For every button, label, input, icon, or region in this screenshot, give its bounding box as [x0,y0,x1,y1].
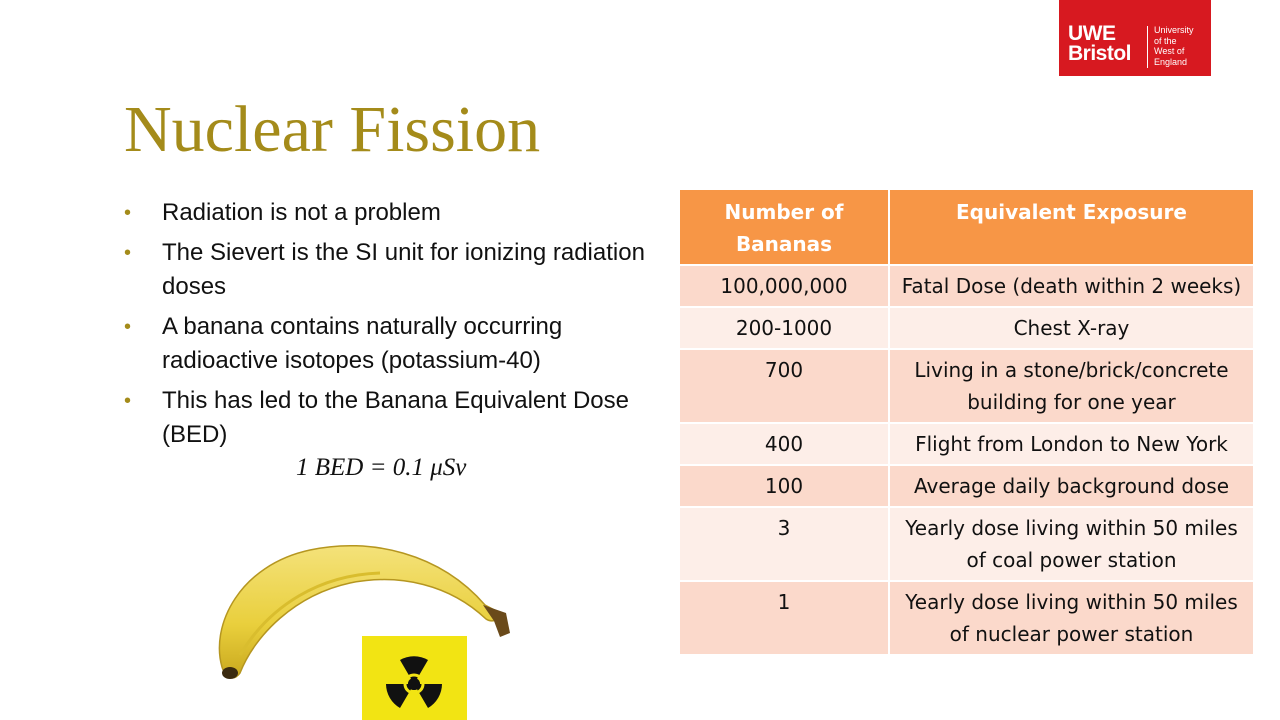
bullet-item [124,384,654,452]
table-row [679,465,1254,507]
table-row [679,307,1254,349]
bananas-cell: 200-1000 [679,307,889,349]
logo-wordmark [1068,24,1131,64]
exposure-cell: Chest X-ray [889,307,1254,349]
bullet-dot-icon: • [124,390,132,412]
logo-small-2: of the [1154,35,1177,46]
logo-line-1: UWE [1068,22,1116,45]
bananas-cell: 400 [679,423,889,465]
logo-small-4: England [1154,56,1188,67]
exposure-cell: Yearly dose living within 50 miles of coal power station [889,507,1254,581]
logo-small-1: University [1154,25,1194,35]
bullet-dot-icon: • [124,316,132,338]
table-row [679,423,1254,465]
bullet-text: A banana contains naturally occurring radioactive isotopes (potassium-40) [162,313,563,374]
table-row [679,265,1254,307]
logo-subtext [1154,25,1194,67]
bullet-item [124,310,654,378]
bananas-cell: 100 [679,465,889,507]
header-number-of-bananas: Number of Bananas [679,189,889,265]
exposure-cell: Fatal Dose (death within 2 weeks) [889,265,1254,307]
bananas-cell: 1 [679,581,889,655]
table-header-row [679,189,1254,265]
bullet-list [124,196,654,458]
bullet-text: This has led to the Banana Equivalent Dose (BED) [162,387,629,448]
exposure-cell: Yearly dose living within 50 miles of nuclear power station [889,581,1254,655]
exposure-cell: Living in a stone/brick/concrete building for one year [889,349,1254,423]
bullet-dot-icon: • [124,242,132,264]
slide-title: Nuclear Fission [124,93,541,166]
logo-separator [1147,26,1148,68]
table-row [679,349,1254,423]
uwe-bristol-logo [1059,0,1211,76]
bananas-cell: 3 [679,507,889,581]
exposure-cell: Average daily background dose [889,465,1254,507]
bed-formula: 1 BED = 0.1 μSv [296,454,467,481]
bullet-text: Radiation is not a problem [162,199,441,226]
bananas-cell: 100,000,000 [679,265,889,307]
banana-equivalent-table [678,188,1255,656]
bullet-text: The Sievert is the SI unit for ionizing radiation doses [162,239,645,300]
table-row [679,507,1254,581]
logo-line-2: Bristol [1068,42,1132,65]
table-row [679,581,1254,655]
header-equivalent-exposure: Equivalent Exposure [889,189,1254,265]
bananas-cell: 700 [679,349,889,423]
radiation-hazard-icon [362,636,467,720]
bullet-item [124,196,654,230]
logo-small-3: West of [1154,46,1185,56]
bullet-dot-icon: • [124,202,132,224]
bullet-item [124,236,654,304]
exposure-cell: Flight from London to New York [889,423,1254,465]
